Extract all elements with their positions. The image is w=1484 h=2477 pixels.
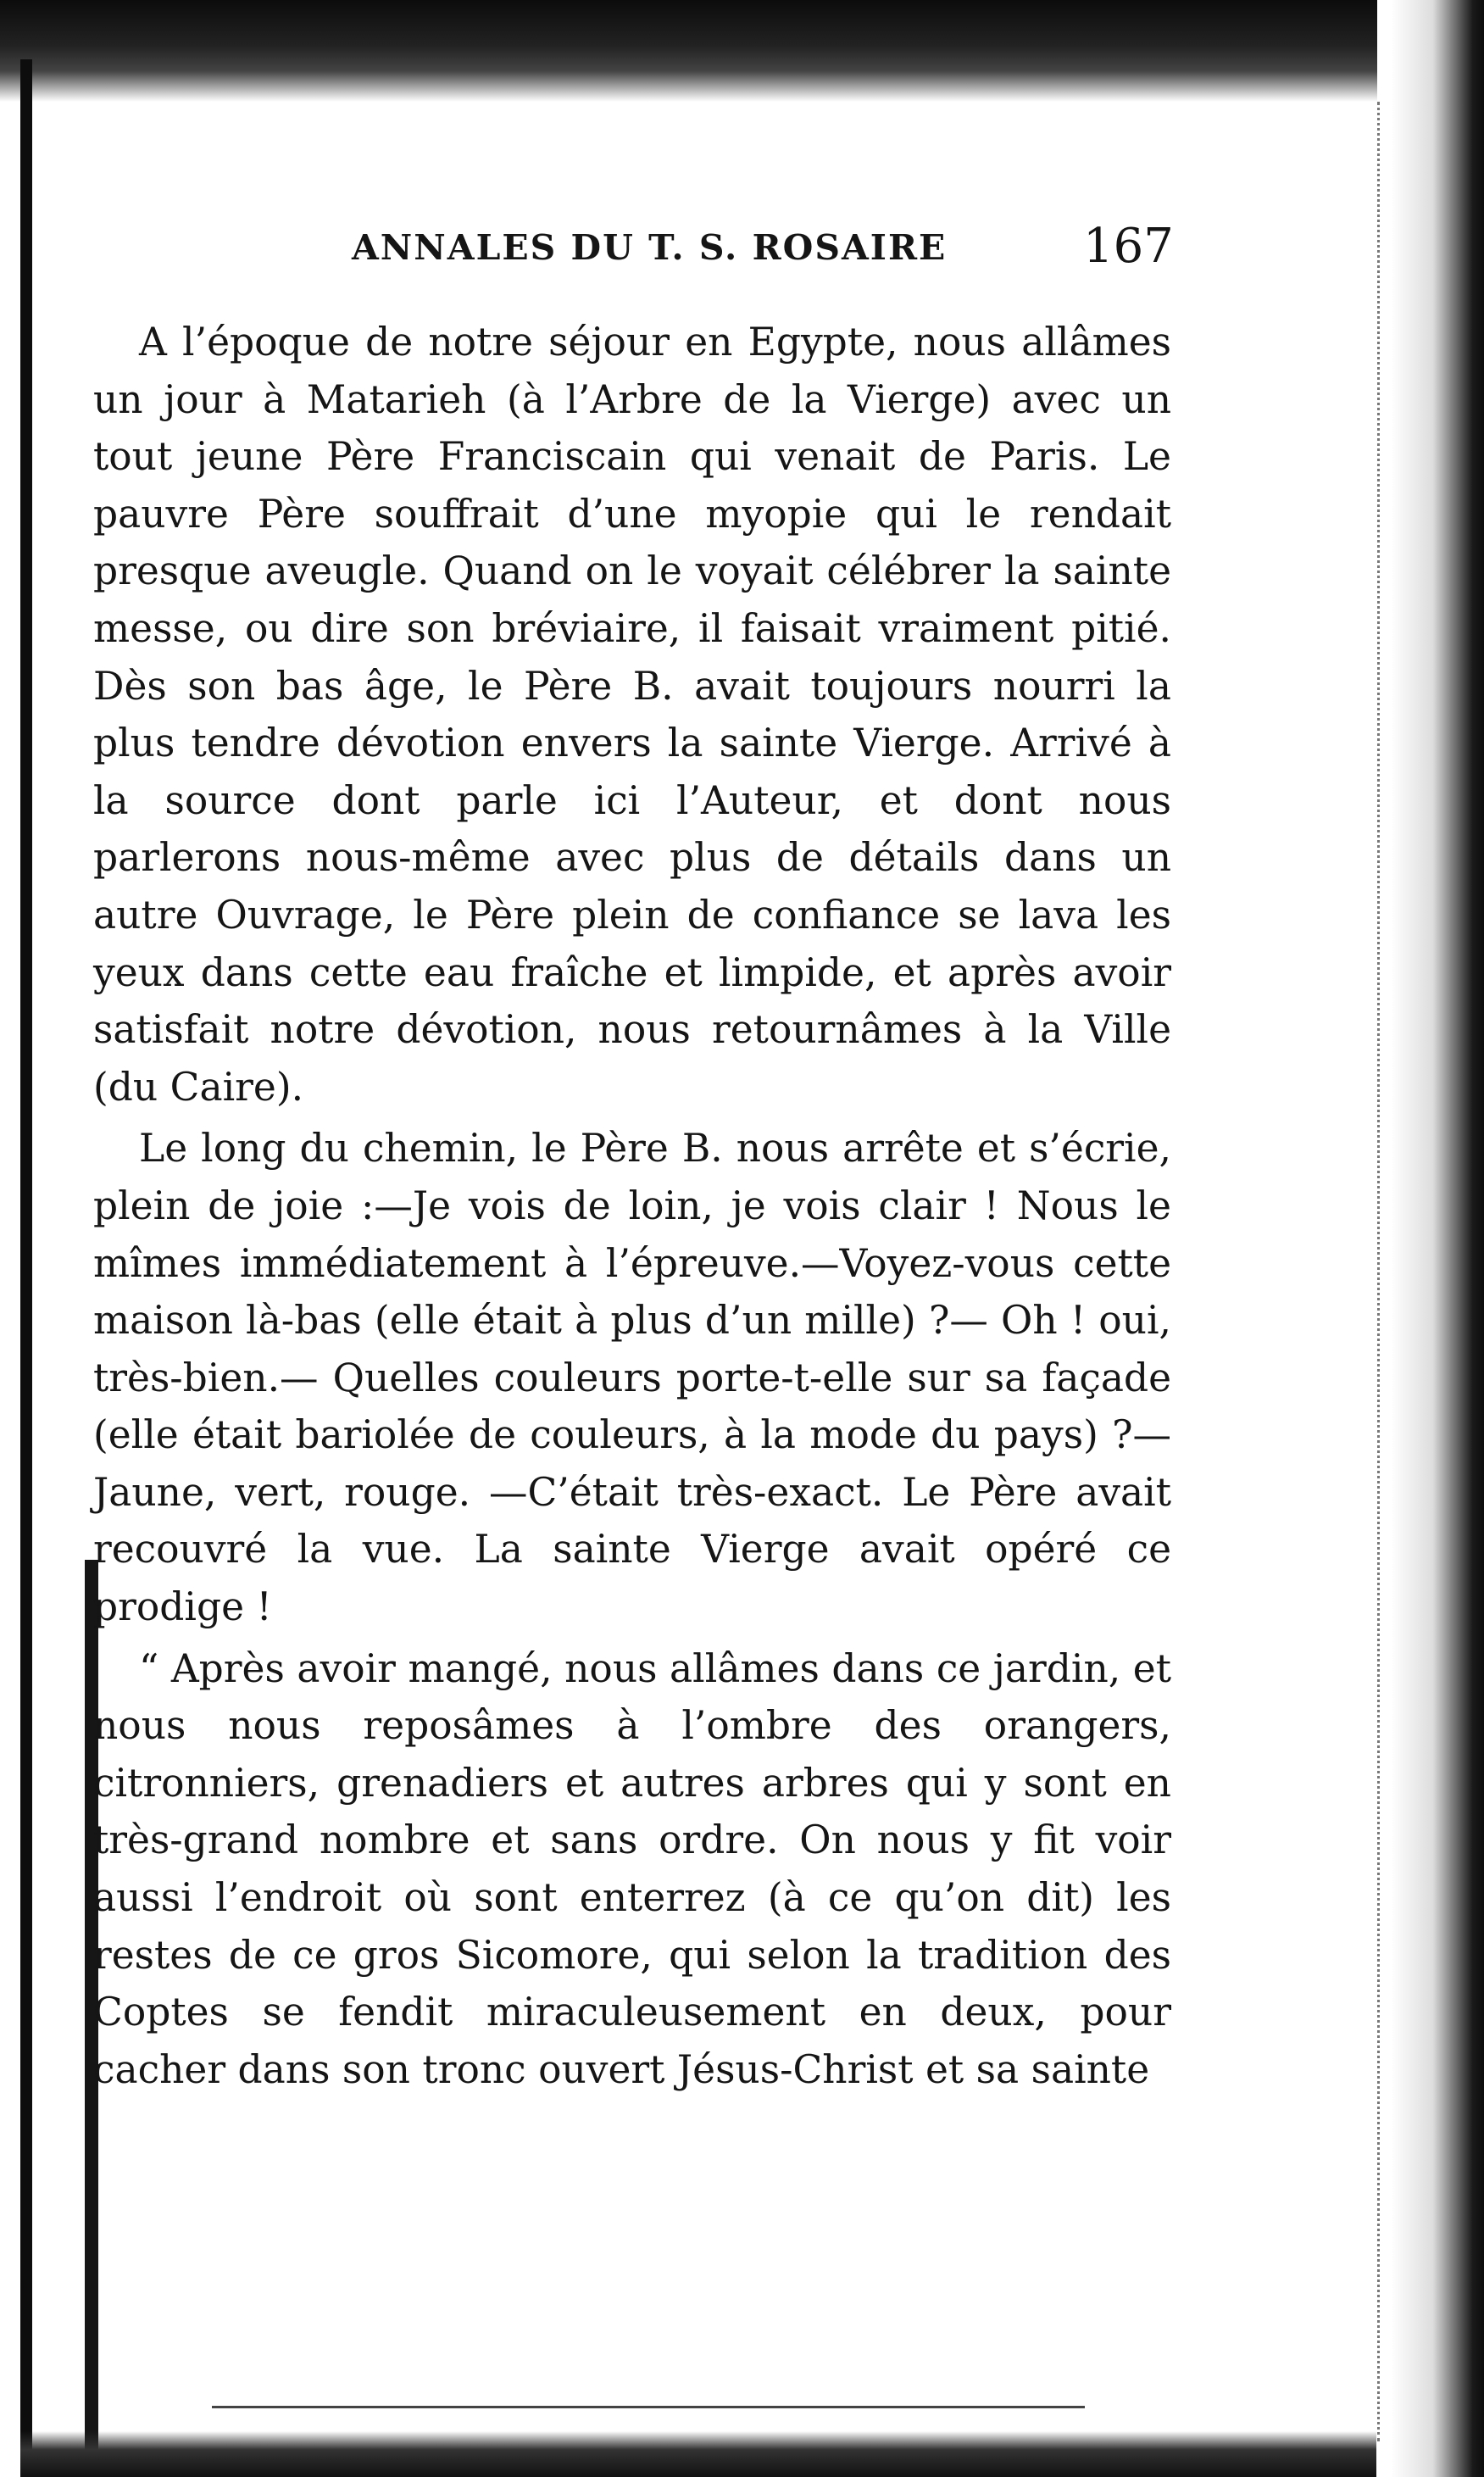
running-title: ANNALES DU T. S. ROSAIRE <box>352 227 948 268</box>
scan-right-shadow <box>1391 0 1484 2477</box>
scan-right-speckle <box>1377 102 1397 2441</box>
scan-bottom-shadow <box>20 2431 1376 2477</box>
page-bottom-rule <box>212 2406 1085 2408</box>
paragraph-2: Le long du chemin, le Père B. nous arrête et s’écrie, plein de joie :—Je vois de loin, je vois clair ! Nous le mîmes immédiatement à l’épreuve.—Voyez-vous cette maison là-bas (elle était à plus d’un mille) ?— Oh ! oui, très-bien.— Quelles couleurs porte-t-elle sur sa façade (elle était bariolée de couleurs, à la mode du pays) ?—Jaune, vert, rouge. —C’était très-exact. Le Père avait recouvré la vue. La sainte Vierge avait opéré ce prodige ! <box>93 1126 1171 1630</box>
paragraph-1: A l’époque de notre séjour en Egypte, nous allâmes un jour à Matarieh (à l’Arbre de la Vierge) avec un tout jeune Père Franciscain qui venait de Paris. Le pauvre Père souffrait d’une myopie qui le rendait presque aveugle. Quand on le voyait célébrer la sainte messe, ou dire son bréviaire, il faisait vraiment pitié. Dès son bas âge, le Père B. avait toujours nourri la plus tendre dévotion envers la sainte Vierge. Arrivé à la source dont parle ici l’Auteur, et dont nous parlerons nous-même avec plus de détails dans un autre Ouvrage, le Père plein de confiance se lava les yeux dans cette eau fraîche et limpide, et après avoir satisfait notre dévotion, nous retournâmes à la Ville (du Caire). <box>93 320 1171 1110</box>
body-text <box>93 314 1171 2098</box>
page-number: 167 <box>1083 219 1174 274</box>
scan-top-shadow <box>0 0 1377 102</box>
scan-left-border <box>20 59 32 2477</box>
paragraph-3: “ Après avoir mangé, nous allâmes dans ce jardin, et nous nous reposâmes à l’ombre des orangers, citronniers, grenadiers et autres arbres qui y sont en très-grand nombre et sans ordre. On nous y fit voir aussi l’endroit où sont enterrez (à ce qu’on dit) les restes de ce gros Sicomore, qui selon la tradition des Coptes se fendit miraculeusement en deux, pour cacher dans son tronc ouvert Jésus-Christ et sa sainte <box>93 1645 1171 2092</box>
